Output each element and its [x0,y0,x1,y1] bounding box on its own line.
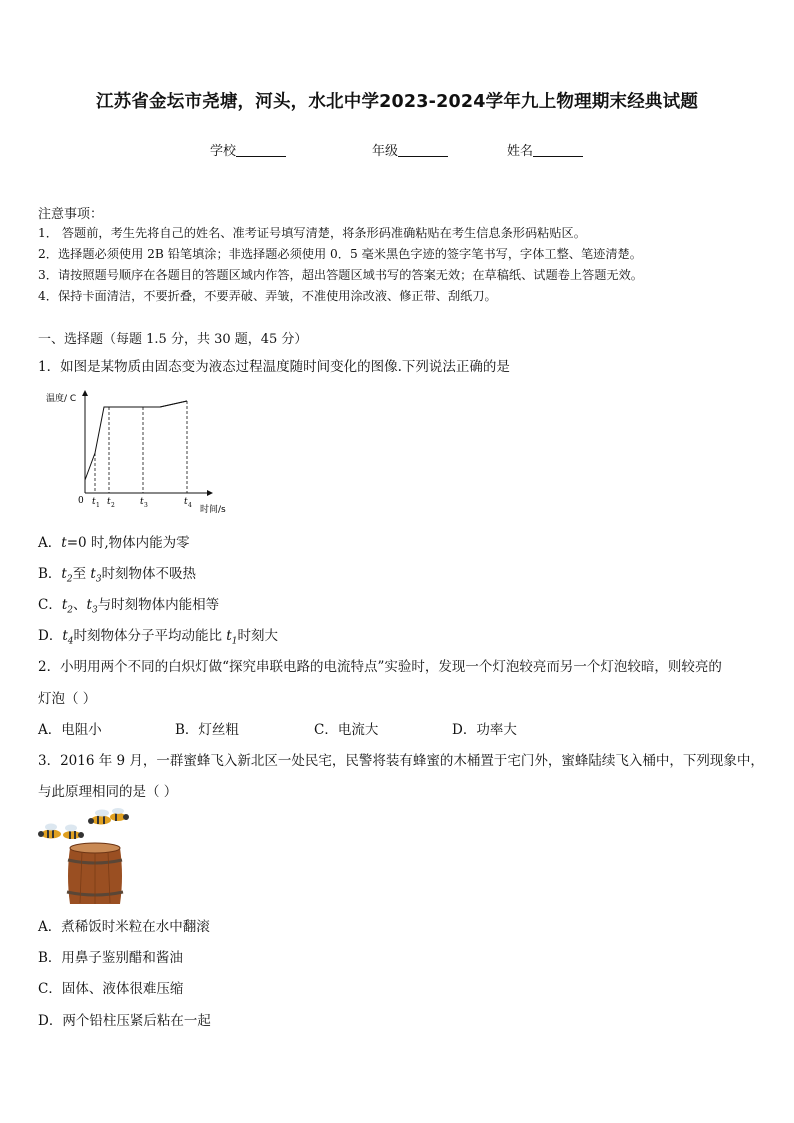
tick-t1-sub: 1 [96,502,100,509]
q3-stem-line1: 3．2016 年 9 月，一群蜜蜂飞入新北区一处民宅，民警将装有蜂蜜的木桶置于宅门外，蜜蜂陆续飞入桶中，下列现象中， [38,753,764,769]
tick-t1: t [92,497,96,507]
opt-sub: 1 [231,636,238,647]
q1-option-b [38,562,196,585]
note-4: 4．保持卡面清洁，不要折叠，不要弄破、弄皱，不准使用涂改液、修正带、刮纸刀。 [38,289,497,303]
tick-t4: t [184,497,188,507]
tick-t4-sub: 4 [188,502,192,509]
opt-mid: 、 [73,597,87,613]
school-blank [236,144,286,157]
q2-option-b: B．灯丝粗 [175,722,239,738]
opt-sub: 2 [67,605,74,616]
tick-t3: t [140,497,144,507]
bee-icon [110,808,129,821]
tick-t3-sub: 3 [144,502,148,509]
q3-option-d: D．两个铅柱压紧后粘在一起 [38,1013,211,1029]
bee-icon [38,824,61,839]
q3-option-b: B．用鼻子鉴别醋和酱油 [38,950,183,966]
name-field [507,140,583,159]
page-title: 江苏省金坛市尧塘，河头，水北中学2023-2024学年九上物理期末经典试题 [95,92,699,112]
opt-label: C． [38,597,62,613]
opt-var: t [62,628,68,644]
opt-var: t [86,597,92,613]
q2-stem-line1: 2．小明用两个不同的白炽灯做“探究串联电路的电流特点”实验时，发现一个灯泡较亮而另一个灯泡较暗，则较亮的 [38,659,722,675]
opt-text: 时刻物体不吸热 [101,566,197,582]
opt-var: t [90,566,96,582]
opt-label: B． [38,566,62,582]
q2-stem-line2: 灯泡（ ） [38,691,97,707]
notes-heading: 注意事项： [38,207,104,222]
name-blank [533,144,583,157]
opt-text: =0 时,物体内能为零 [66,535,190,551]
tick-t2-sub: 2 [111,502,115,509]
origin-label: 0 [78,496,84,506]
grade-field [372,140,448,159]
grade-blank [398,144,448,157]
opt-text: 时刻大 [237,628,278,644]
barrel-icon [67,843,123,904]
opt-var: t [61,566,67,582]
opt-mid: 时刻物体分子平均动能比 [73,628,227,644]
opt-var: t [61,535,67,551]
opt-text: 与时刻物体内能相等 [97,597,220,613]
school-label: 学校 [210,144,237,159]
bee-barrel-illustration [38,808,133,906]
q3-option-c: C．固体、液体很难压缩 [38,981,184,997]
q1-option-d [38,624,278,647]
opt-sub: 3 [95,574,102,585]
opt-var: t [61,597,68,613]
section-heading: 一、选择题（每题 1.5 分，共 30 题，45 分） [38,332,308,347]
name-label: 姓名 [507,144,534,159]
temperature-time-graph [40,385,240,520]
opt-sub: 3 [91,605,98,616]
opt-label: D． [38,628,63,644]
school-field [210,140,286,159]
tick-t2: t [107,497,111,507]
q1-option-a [38,531,190,551]
opt-var: t [226,628,232,644]
bee-icon [88,810,111,825]
note-2: 2．选择题必须使用 2B 铅笔填涂；非选择题必须使用 0．5 毫米黑色字迹的签字笔书写，字体工整、笔迹清楚。 [38,247,642,261]
q1-option-c [38,593,219,616]
grade-label: 年级 [372,144,399,159]
note-1: 1． 答题前，考生先将自己的姓名、准考证号填写清楚，将条形码准确粘贴在考生信息条形码粘贴区。 [38,226,586,240]
q1-stem: 1．如图是某物质由固态变为液态过程温度随时间变化的图像.下列说法正确的是 [38,359,510,375]
q3-stem-line2: 与此原理相同的是（ ） [38,784,178,800]
opt-sub: 4 [67,636,74,647]
q2-option-c: C．电流大 [314,722,379,738]
opt-label: A． [38,535,62,551]
opt-sub: 2 [66,574,73,585]
q3-option-a: A．煮稀饭时米粒在水中翻滚 [38,919,210,935]
note-3: 3．请按照题号顺序在各题目的答题区域内作答，超出答题区域书写的答案无效；在草稿纸、试题卷上答题无效。 [38,268,643,282]
q2-option-d: D．功率大 [452,722,517,738]
q2-option-a: A．电阻小 [38,722,102,738]
graph-curve-a [85,401,187,480]
y-axis-label: 温度/ C [46,394,77,404]
opt-mid: 至 [72,566,91,582]
bee-icon [63,825,84,840]
x-axis-label: 时间/s [200,505,226,515]
